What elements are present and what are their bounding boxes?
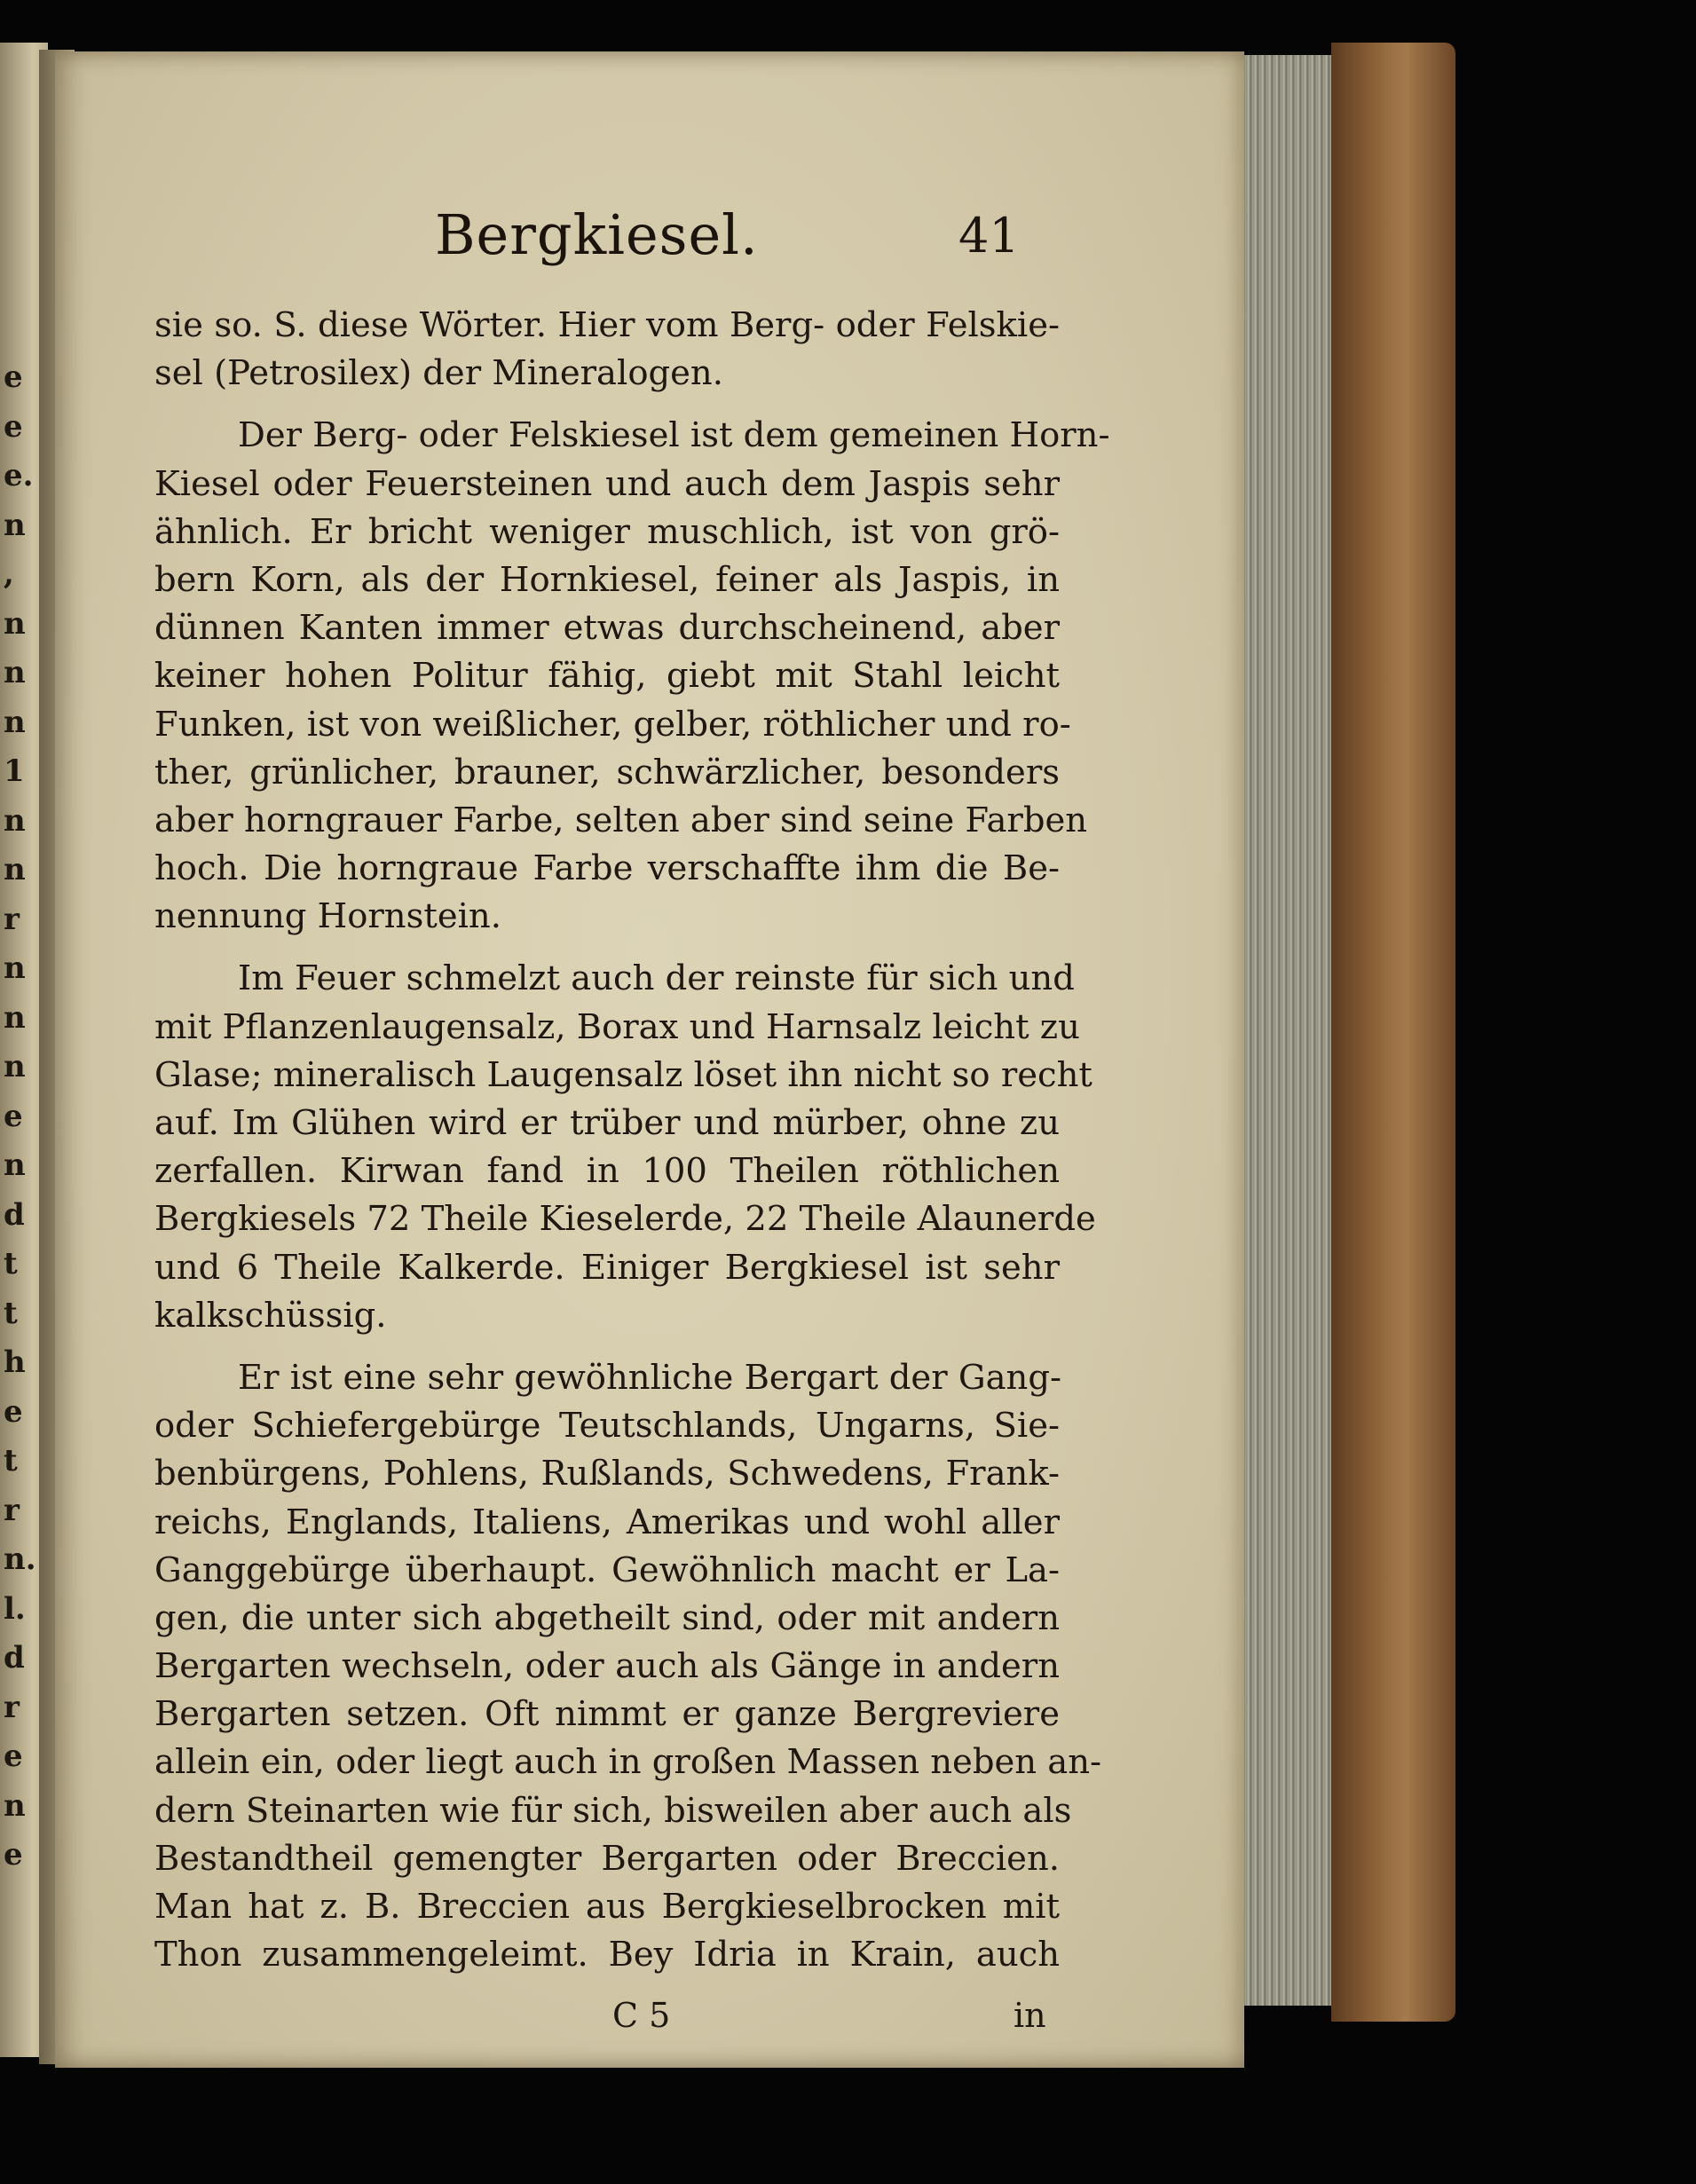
text-line: Bergarten wechseln, oder auch als Gänge in andern <box>154 1646 1060 1687</box>
left-page-fragment: r <box>4 1492 20 1528</box>
left-page-fragment: e <box>4 1393 23 1430</box>
left-page-fragment: r <box>4 1689 20 1725</box>
left-page-fragment: t <box>4 1295 18 1331</box>
left-page-fragment: n <box>4 1147 26 1183</box>
left-page-text-fragments <box>4 353 39 1880</box>
text-line: Bergarten setzen. Oft nimmt er ganze Bergreviere <box>154 1694 1060 1735</box>
left-page-fragment: d <box>4 1196 25 1233</box>
text-line: Funken, ist von weißlicher, gelber, röthlicher und ro- <box>154 704 1071 745</box>
text-line: ähnlich. Er bricht weniger muschlich, ist von grö- <box>154 511 1060 552</box>
text-line: dünnen Kanten immer etwas durchscheinend, aber <box>154 608 1060 649</box>
left-page-fragment: e. <box>4 458 34 493</box>
left-page-fragment: e <box>4 408 23 445</box>
left-page-fragment: n <box>4 605 26 642</box>
left-page-fragment: e <box>4 359 23 395</box>
page-content <box>154 193 1110 2036</box>
text-line: Der Berg- oder Felskiesel ist dem gemeinen Horn- <box>238 415 1110 456</box>
paragraph <box>154 955 1096 1340</box>
text-line: kalkschüssig. <box>154 1295 387 1336</box>
text-line: dern Steinarten wie für sich, bisweilen aber auch als <box>154 1790 1072 1831</box>
text-line: mit Pflanzenlaugensalz, Borax und Harnsalz leicht zu <box>154 1006 1080 1047</box>
signature-mark: C 5 <box>612 1996 671 2036</box>
left-page-fragment: e <box>4 1098 23 1134</box>
left-page-fragment: n. <box>4 1541 36 1577</box>
paragraph <box>154 302 1060 398</box>
text-line: oder Schiefergebürge Teutschlands, Ungarns, Sie- <box>154 1406 1060 1447</box>
left-page-fragment: n <box>4 1049 26 1084</box>
left-page-fragment: n <box>4 704 26 740</box>
left-page-fragment: n <box>4 950 26 986</box>
text-line: Ganggebürge überhaupt. Gewöhnlich macht er La- <box>154 1549 1060 1590</box>
text-line: Kiesel oder Feuersteinen und auch dem Jaspis sehr <box>154 463 1060 504</box>
left-page-fragment: t <box>4 1443 18 1478</box>
text-line: sie so. S. diese Wörter. Hier vom Berg- oder Felskie- <box>154 305 1060 345</box>
text-line: bern Korn, als der Hornkiesel, feiner als Jaspis, in <box>154 559 1060 600</box>
running-title: Bergkiesel. <box>435 202 759 267</box>
left-page-fragment: r <box>4 901 20 937</box>
left-page-fragment: n <box>4 852 26 887</box>
text-line: auf. Im Glühen wird er trüber und mürber, ohne zu <box>154 1103 1060 1143</box>
paragraph <box>154 412 1110 941</box>
left-page-fragment: n <box>4 1787 26 1824</box>
text-line: Bergkiesels 72 Theile Kieselerde, 22 Theile Alaunerde <box>154 1199 1096 1240</box>
text-line: aber horngrauer Farbe, selten aber sind seine Farben <box>154 800 1088 840</box>
left-page-fragment: n <box>4 802 26 839</box>
text-line: nennung Hornstein. <box>154 896 501 937</box>
left-page-fragment: l. <box>4 1590 26 1627</box>
left-page-fragment: h <box>4 1344 26 1380</box>
text-line: Er ist eine sehr gewöhnliche Bergart der Gang- <box>238 1357 1062 1398</box>
text-line: Im Feuer schmelzt auch der reinste für sich und <box>238 958 1075 999</box>
text-line: und 6 Theile Kalkerde. Einiger Bergkiesel ist sehr <box>154 1247 1060 1288</box>
page-number: 41 <box>958 208 1020 264</box>
text-line: reichs, Englands, Italiens, Amerikas und wohl aller <box>154 1502 1060 1542</box>
text-line: Thon zusammengeleimt. Bey Idria in Krain, auch <box>154 1935 1060 1975</box>
text-line: Bestandtheil gemengter Bergarten oder Breccien. <box>154 1838 1060 1879</box>
text-line: ther, grünlicher, brauner, schwärzlicher, besonders <box>154 752 1060 792</box>
left-page-fragment: n <box>4 999 26 1036</box>
book-cover-spine <box>1331 43 1455 2022</box>
text-line: keiner hohen Politur fähig, giebt mit Stahl leicht <box>154 656 1060 697</box>
left-page-fragment: n <box>4 655 26 690</box>
text-line: sel (Petrosilex) der Mineralogen. <box>154 353 723 394</box>
text-line: hoch. Die horngraue Farbe verschaffte ihm die Be- <box>154 848 1060 889</box>
left-page-fragment: e <box>4 1739 23 1774</box>
left-page-fragment: d <box>4 1640 25 1675</box>
text-line: benbürgens, Pohlens, Rußlands, Schwedens, Frank- <box>154 1454 1060 1494</box>
left-page-fragment: 1 <box>4 753 25 789</box>
left-page-fragment: n <box>4 507 26 543</box>
running-header <box>154 193 1060 282</box>
left-page-fragment: t <box>4 1246 18 1281</box>
text-line: gen, die unter sich abgetheilt sind, oder mit andern <box>154 1597 1060 1638</box>
paragraph <box>154 1354 1102 1979</box>
text-line: zerfallen. Kirwan fand in 100 Theilen röthlichen <box>154 1151 1060 1192</box>
text-line: allein ein, oder liegt auch in großen Massen neben an- <box>154 1742 1102 1783</box>
text-line: Glase; mineralisch Laugensalz löset ihn nicht so recht <box>154 1054 1093 1095</box>
text-line: Man hat z. B. Breccien aus Bergkieselbrocken mit <box>154 1887 1060 1927</box>
body-text <box>154 302 1110 2039</box>
left-page-fragment: , <box>4 556 14 592</box>
page-footer <box>154 1991 1060 2039</box>
catchword: in <box>1014 1996 1046 2036</box>
page-edges <box>1232 55 1338 2006</box>
left-page-fragment: e <box>4 1837 23 1873</box>
